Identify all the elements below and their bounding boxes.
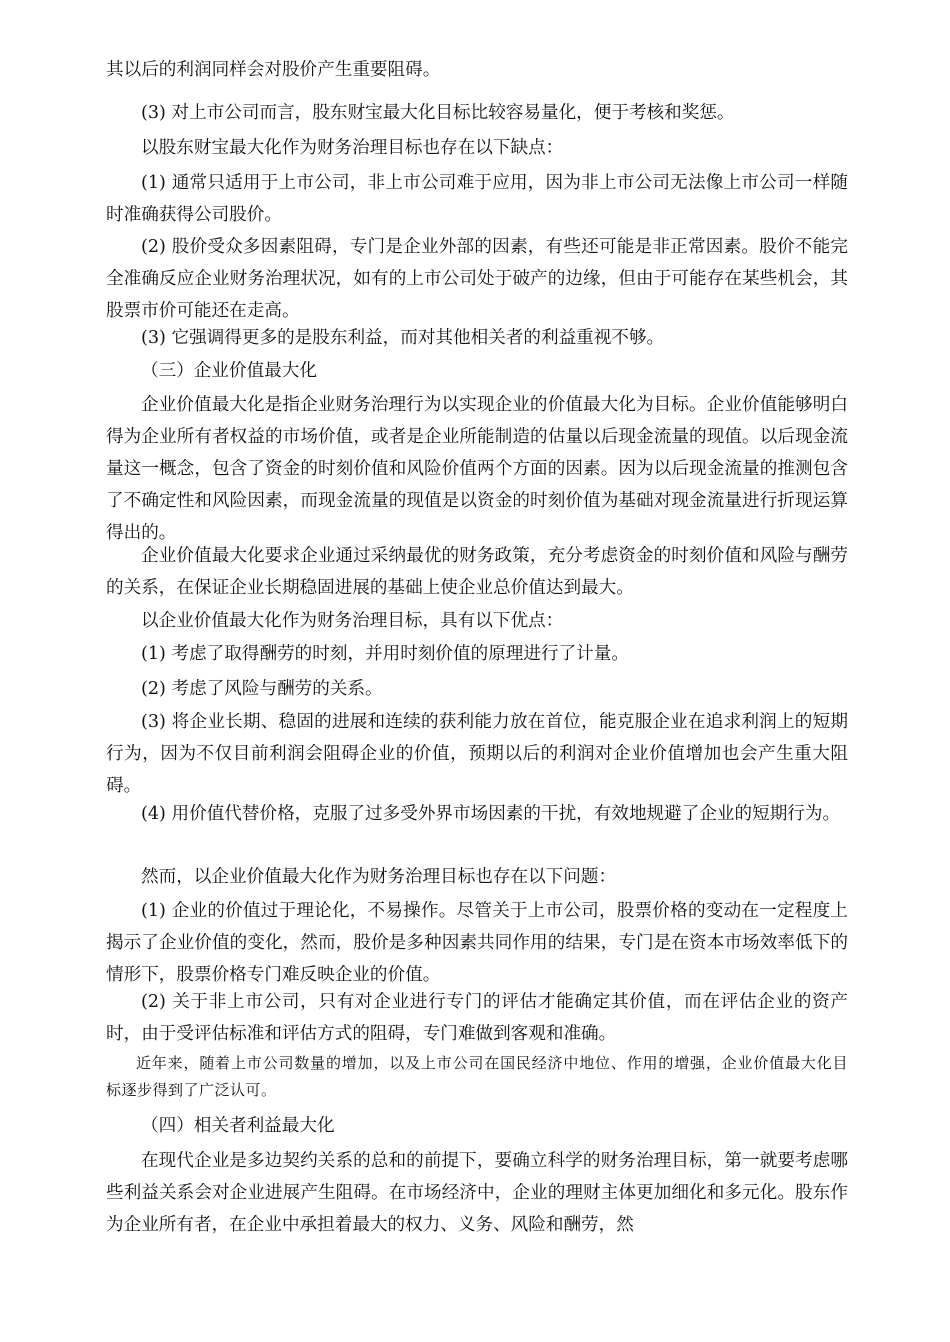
list-item-problem-2: (2) 关于非上市公司，只有对企业进行专门的评估才能确定其价值，而在评估企业的资产时，由于受评估标准和评估方式的阻碍，专门难做到客观和准确。: [106, 992, 848, 1044]
paragraph-continuation: 其以后的利润同样会对股价产生重要阻碍。: [106, 60, 441, 80]
paragraph-enterprise-value-requirement: 企业价值最大化要求企业通过采纳最优的财务政策，充分考虑资金的时刻价值和风险与酬劳的关系，在保证企业长期稳固进展的基础上使企业总价值达到最大。: [106, 546, 848, 598]
list-item-disadvantage-3: (3) 它强调得更多的是股东利益，而对其他相关者的利益重视不够。: [141, 328, 665, 348]
list-item-problem-1: (1) 企业的价值过于理论化，不易操作。尽管关于上市公司，股票价格的变动在一定程度上揭示了企业价值的变化，然而，股价是多种因素共同作用的结果，专门是在资本市场效率低下的情形下，股票价格专门难反映企业的价值。: [106, 901, 848, 985]
paragraph-advantages-intro: 以企业价值最大化作为财务治理目标，具有以下优点：: [141, 611, 564, 631]
paragraph-stakeholder-intro: 在现代企业是多边契约关系的总和的前提下，要确立科学的财务治理目标，第一就要考虑哪些利益关系会对企业进展产生阻碍。在市场经济中，企业的理财主体更加细化和多元化。股东作为企业所有者，在企业中承担着最大的权力、义务、风险和酬劳，然: [106, 1151, 848, 1235]
list-item-advantage-3b: (3) 将企业长期、稳固的进展和连续的获利能力放在首位，能克服企业在追求利润上的短期行为，因为不仅目前利润会阻碍企业的价值，预期以后的利润对企业价值增加也会产生重大阻碍。: [106, 712, 848, 796]
list-item-advantage-3: (3) 对上市公司而言，股东财宝最大化目标比较容易量化，便于考核和奖惩。: [141, 103, 735, 123]
paragraph-enterprise-value-definition: 企业价值最大化是指企业财务治理行为以实现企业的价值最大化为目标。企业价值能够明白得为企业所有者权益的市场价值，或者是企业所能制造的估量以后现金流量的现值。以后现金流量这一概念，包含了资金的时刻价值和风险价值两个方面的因素。因为以后现金流量的推测包含了不确定性和风险因素，而现金流量的现值是以资金的时刻价值为基础对现金流量进行折现运算得出的。: [106, 395, 848, 543]
section-heading-4: （四）相关者利益最大化: [141, 1116, 335, 1136]
paragraph-disadvantages-intro: 以股东财宝最大化作为财务治理目标也存在以下缺点：: [141, 138, 564, 158]
paragraph-problems-intro: 然而，以企业价值最大化作为财务治理目标也存在以下问题：: [141, 867, 617, 887]
list-item-advantage-2: (2) 考虑了风险与酬劳的关系。: [141, 679, 383, 699]
list-item-advantage-1: (1) 考虑了取得酬劳的时刻，并用时刻价值的原理进行了计量。: [141, 644, 629, 664]
list-item-disadvantage-1: (1) 通常只适用于上市公司，非上市公司难于应用，因为非上市公司无法像上市公司一样随时准确获得公司股价。: [106, 173, 848, 225]
list-item-disadvantage-2: (2) 股价受众多因素阻碍，专门是企业外部的因素，有些还可能是非正常因素。股价不能完全准确反应企业财务治理状况，如有的上市公司处于破产的边缘，但由于可能存在某些机会，其股票市价可能还在走高。: [106, 237, 848, 321]
paragraph-recent-years: 近年来，随着上市公司数量的增加，以及上市公司在国民经济中地位、作用的增强，企业价值最大化目标逐步得到了广泛认可。: [106, 1054, 848, 1099]
section-heading-3: （三）企业价值最大化: [141, 361, 317, 381]
list-item-advantage-4: (4) 用价值代替价格，克服了过多受外界市场因素的干扰，有效地规避了企业的短期行为。: [141, 804, 841, 824]
